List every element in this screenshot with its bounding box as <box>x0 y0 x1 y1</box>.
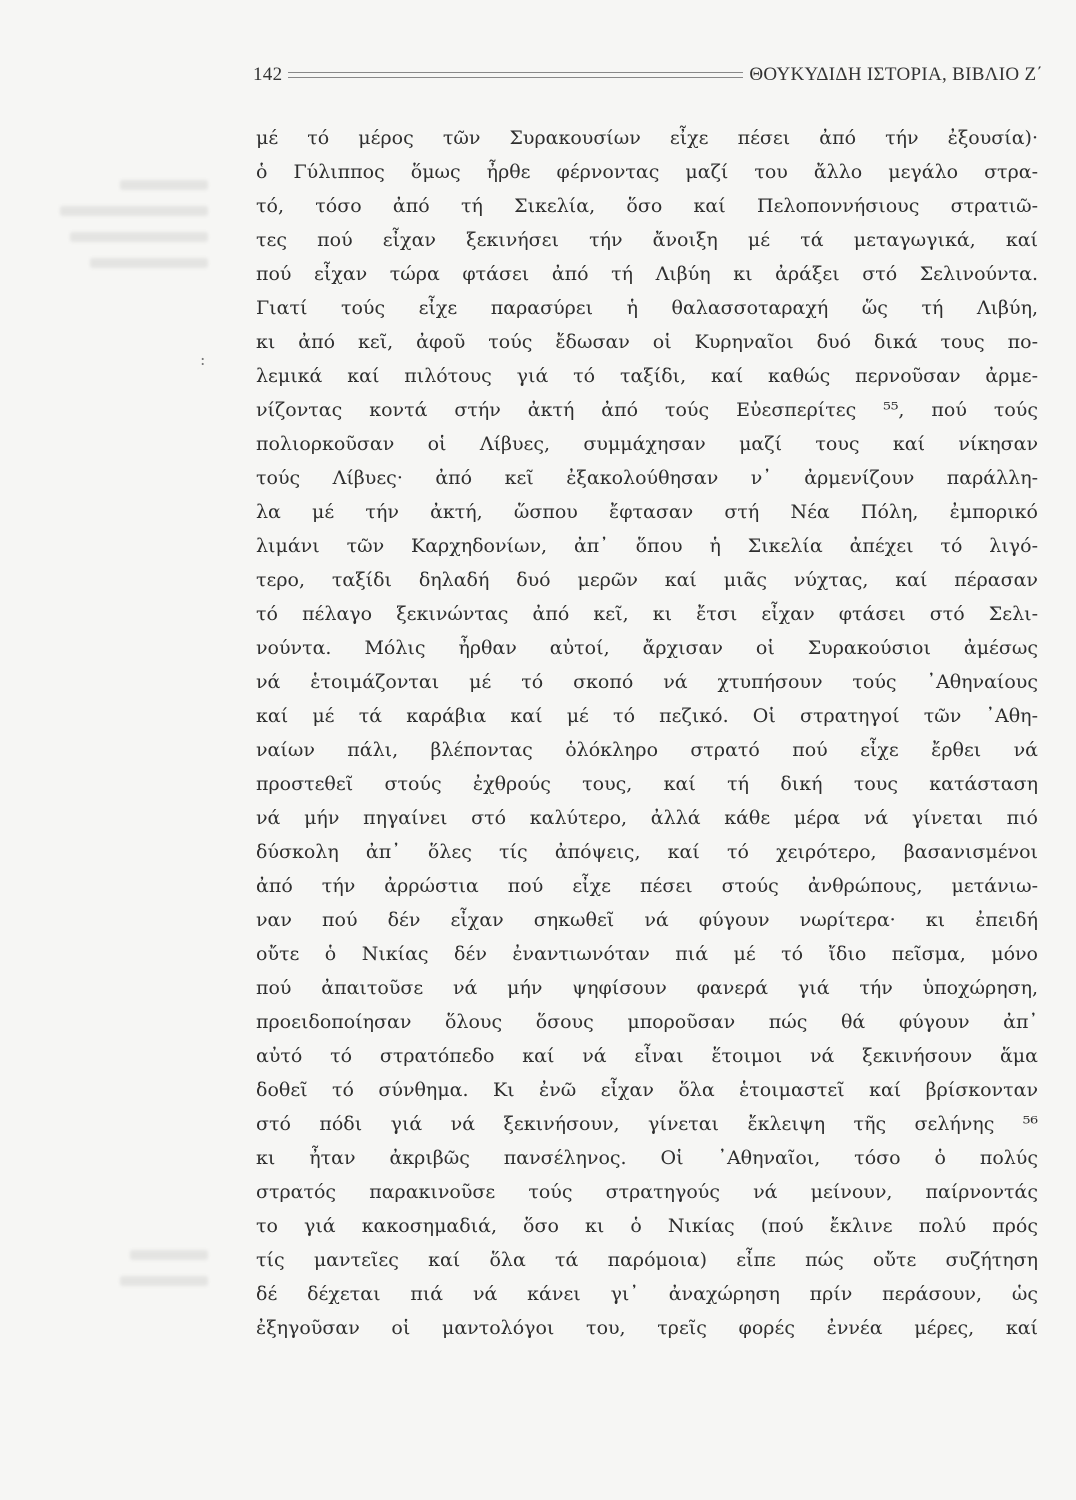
text-line: στρατός παρακινοῦσε τούς στρατηγούς νά μείνουν, παίρνοντάς <box>256 1181 1038 1203</box>
text-line: τερο, ταξίδι δηλαδή δυό μερῶν καί μιᾶς νύχτας, καί πέρασαν <box>256 569 1038 591</box>
text-line: δύσκολη ἀπ᾽ ὅλες τίς ἀπόψεις, καί τό χειρότερο, βασανισμένοι <box>256 841 1038 863</box>
text-line: ἀπό τήν ἀρρώστια πού εἶχε πέσει στούς ἀνθρώπους, μετάνιω- <box>256 875 1038 897</box>
text-line: ναίων πάλι, βλέποντας ὁλόκληρο στρατό πού εἶχε ἔρθει νά <box>256 739 1038 761</box>
text-line: δοθεῖ τό σύνθημα. Κι ἐνῶ εἶχαν ὅλα ἑτοιμαστεῖ καί βρίσκονταν <box>256 1079 1038 1101</box>
text-line: προειδοποίησαν ὅλους ὅσους μποροῦσαν πώς θά φύγουν ἀπ᾽ <box>256 1011 1038 1033</box>
text-line: Γιατί τούς εἶχε παρασύρει ἡ θαλασσοταραχή ὥς τή Λιβύη, <box>256 297 1038 319</box>
text-line: ἐξηγοῦσαν οἱ μαντολόγοι του, τρεῖς φορές ἐννέα μέρες, καί <box>256 1317 1038 1339</box>
running-title: ΘΟΥΚΥΔΙΔΗ ΙΣΤΟΡΙΑ, ΒΙΒΛΙΟ Ζ΄ <box>749 64 1043 85</box>
text-line: νά ἑτοιμάζονται μέ τό σκοπό νά χτυπήσουν τούς ᾽Αθηναίους <box>256 671 1038 693</box>
text-line: λα μέ τήν ἀκτή, ὥσπου ἔφτασαν στή Νέα Πόλη, ἐμπορικό <box>256 501 1038 523</box>
text-line: νίζοντας κοντά στήν ἀκτή ἀπό τούς Εὐεσπερίτες ⁵⁵, πού τούς <box>256 399 1038 421</box>
text-line: ναν πού δέν εἶχαν σηκωθεῖ νά φύγουν νωρίτερα· κι ἐπειδή <box>256 909 1038 931</box>
text-line: νά μήν πηγαίνει στό καλύτερο, ἀλλά κάθε μέρα νά γίνεται πιό <box>256 807 1038 829</box>
text-line: τίς μαντεῖες καί ὅλα τά παρόμοια) εἶπε πώς οὔτε συζήτηση <box>256 1249 1038 1271</box>
text-line: λεμικά καί πιλότους γιά τό ταξίδι, καί καθώς περνοῦσαν ἀρμε- <box>256 365 1038 387</box>
text-line: πολιορκοῦσαν οἱ Λίβυες, συμμάχησαν μαζί τους καί νίκησαν <box>256 433 1038 455</box>
text-line: οὔτε ὁ Νικίας δέν ἐναντιωνόταν πιά μέ τό ἴδιο πεῖσμα, μόνο <box>256 943 1038 965</box>
stray-mark: : <box>200 350 206 369</box>
text-line: μέ τό μέρος τῶν Συρακουσίων εἶχε πέσει ἀπό τήν ἐξουσία)· <box>256 127 1038 149</box>
text-line: λιμάνι τῶν Καρχηδονίων, ἀπ᾽ ὅπου ἡ Σικελία ἀπέχει τό λιγό- <box>256 535 1038 557</box>
page-number: 142 <box>253 64 283 85</box>
page-header <box>253 62 1043 88</box>
text-line: αὐτό τό στρατόπεδο καί νά εἶναι ἕτοιμοι νά ξεκινήσουν ἅμα <box>256 1045 1038 1067</box>
text-line: τό, τόσο ἀπό τή Σικελία, ὅσο καί Πελοποννήσιους στρατιῶ- <box>256 195 1038 217</box>
text-line: τό πέλαγο ξεκινώντας ἀπό κεῖ, κι ἔτσι εἶχαν φτάσει στό Σελι- <box>256 603 1038 625</box>
text-line: καί μέ τά καράβια καί μέ τό πεζικό. Οἱ στρατηγοί τῶν ᾽Αθη- <box>256 705 1038 727</box>
text-line: ὁ Γύλιππος ὅμως ἦρθε φέρνοντας μαζί του ἄλλο μεγάλο στρα- <box>256 161 1038 183</box>
text-line: κι ἀπό κεῖ, ἀφοῦ τούς ἔδωσαν οἱ Κυρηναῖοι δυό δικά τους πο- <box>256 331 1038 353</box>
text-line: προστεθεῖ στούς ἐχθρούς τους, καί τή δική τους κατάσταση <box>256 773 1038 795</box>
text-line: τούς Λίβυες· ἀπό κεῖ ἐξακολούθησαν ν᾽ ἀρμενίζουν παράλλη- <box>256 467 1038 489</box>
text-line: δέ δέχεται πιά νά κάνει γι᾽ ἀναχώρηση πρίν περάσουν, ὡς <box>256 1283 1038 1305</box>
show-through-margin <box>0 170 210 1370</box>
text-line: πού εἶχαν τώρα φτάσει ἀπό τή Λιβύη κι ἀράξει στό Σελινούντα. <box>256 263 1038 285</box>
text-line: πού ἀπαιτοῦσε νά μήν ψηφίσουν φανερά γιά τήν ὑποχώρηση, <box>256 977 1038 999</box>
text-line: νούντα. Μόλις ἦρθαν αὐτοί, ἄρχισαν οἱ Συρακούσιοι ἀμέσως <box>256 637 1038 659</box>
header-rule <box>288 72 743 78</box>
text-line: κι ἦταν ἀκριβῶς πανσέληνος. Οἱ ᾽Αθηναῖοι, τόσο ὁ πολύς <box>256 1147 1038 1169</box>
text-line: το γιά κακοσημαδιά, ὅσο κι ὁ Νικίας (πού ἔκλινε πολύ πρός <box>256 1215 1038 1237</box>
text-line: στό πόδι γιά νά ξεκινήσουν, γίνεται ἔκλειψη τῆς σελήνης ⁵⁶ <box>256 1113 1038 1135</box>
body-text <box>256 121 1038 1345</box>
text-line: τες πού εἶχαν ξεκινήσει τήν ἄνοιξη μέ τά μεταγωγικά, καί <box>256 229 1038 251</box>
